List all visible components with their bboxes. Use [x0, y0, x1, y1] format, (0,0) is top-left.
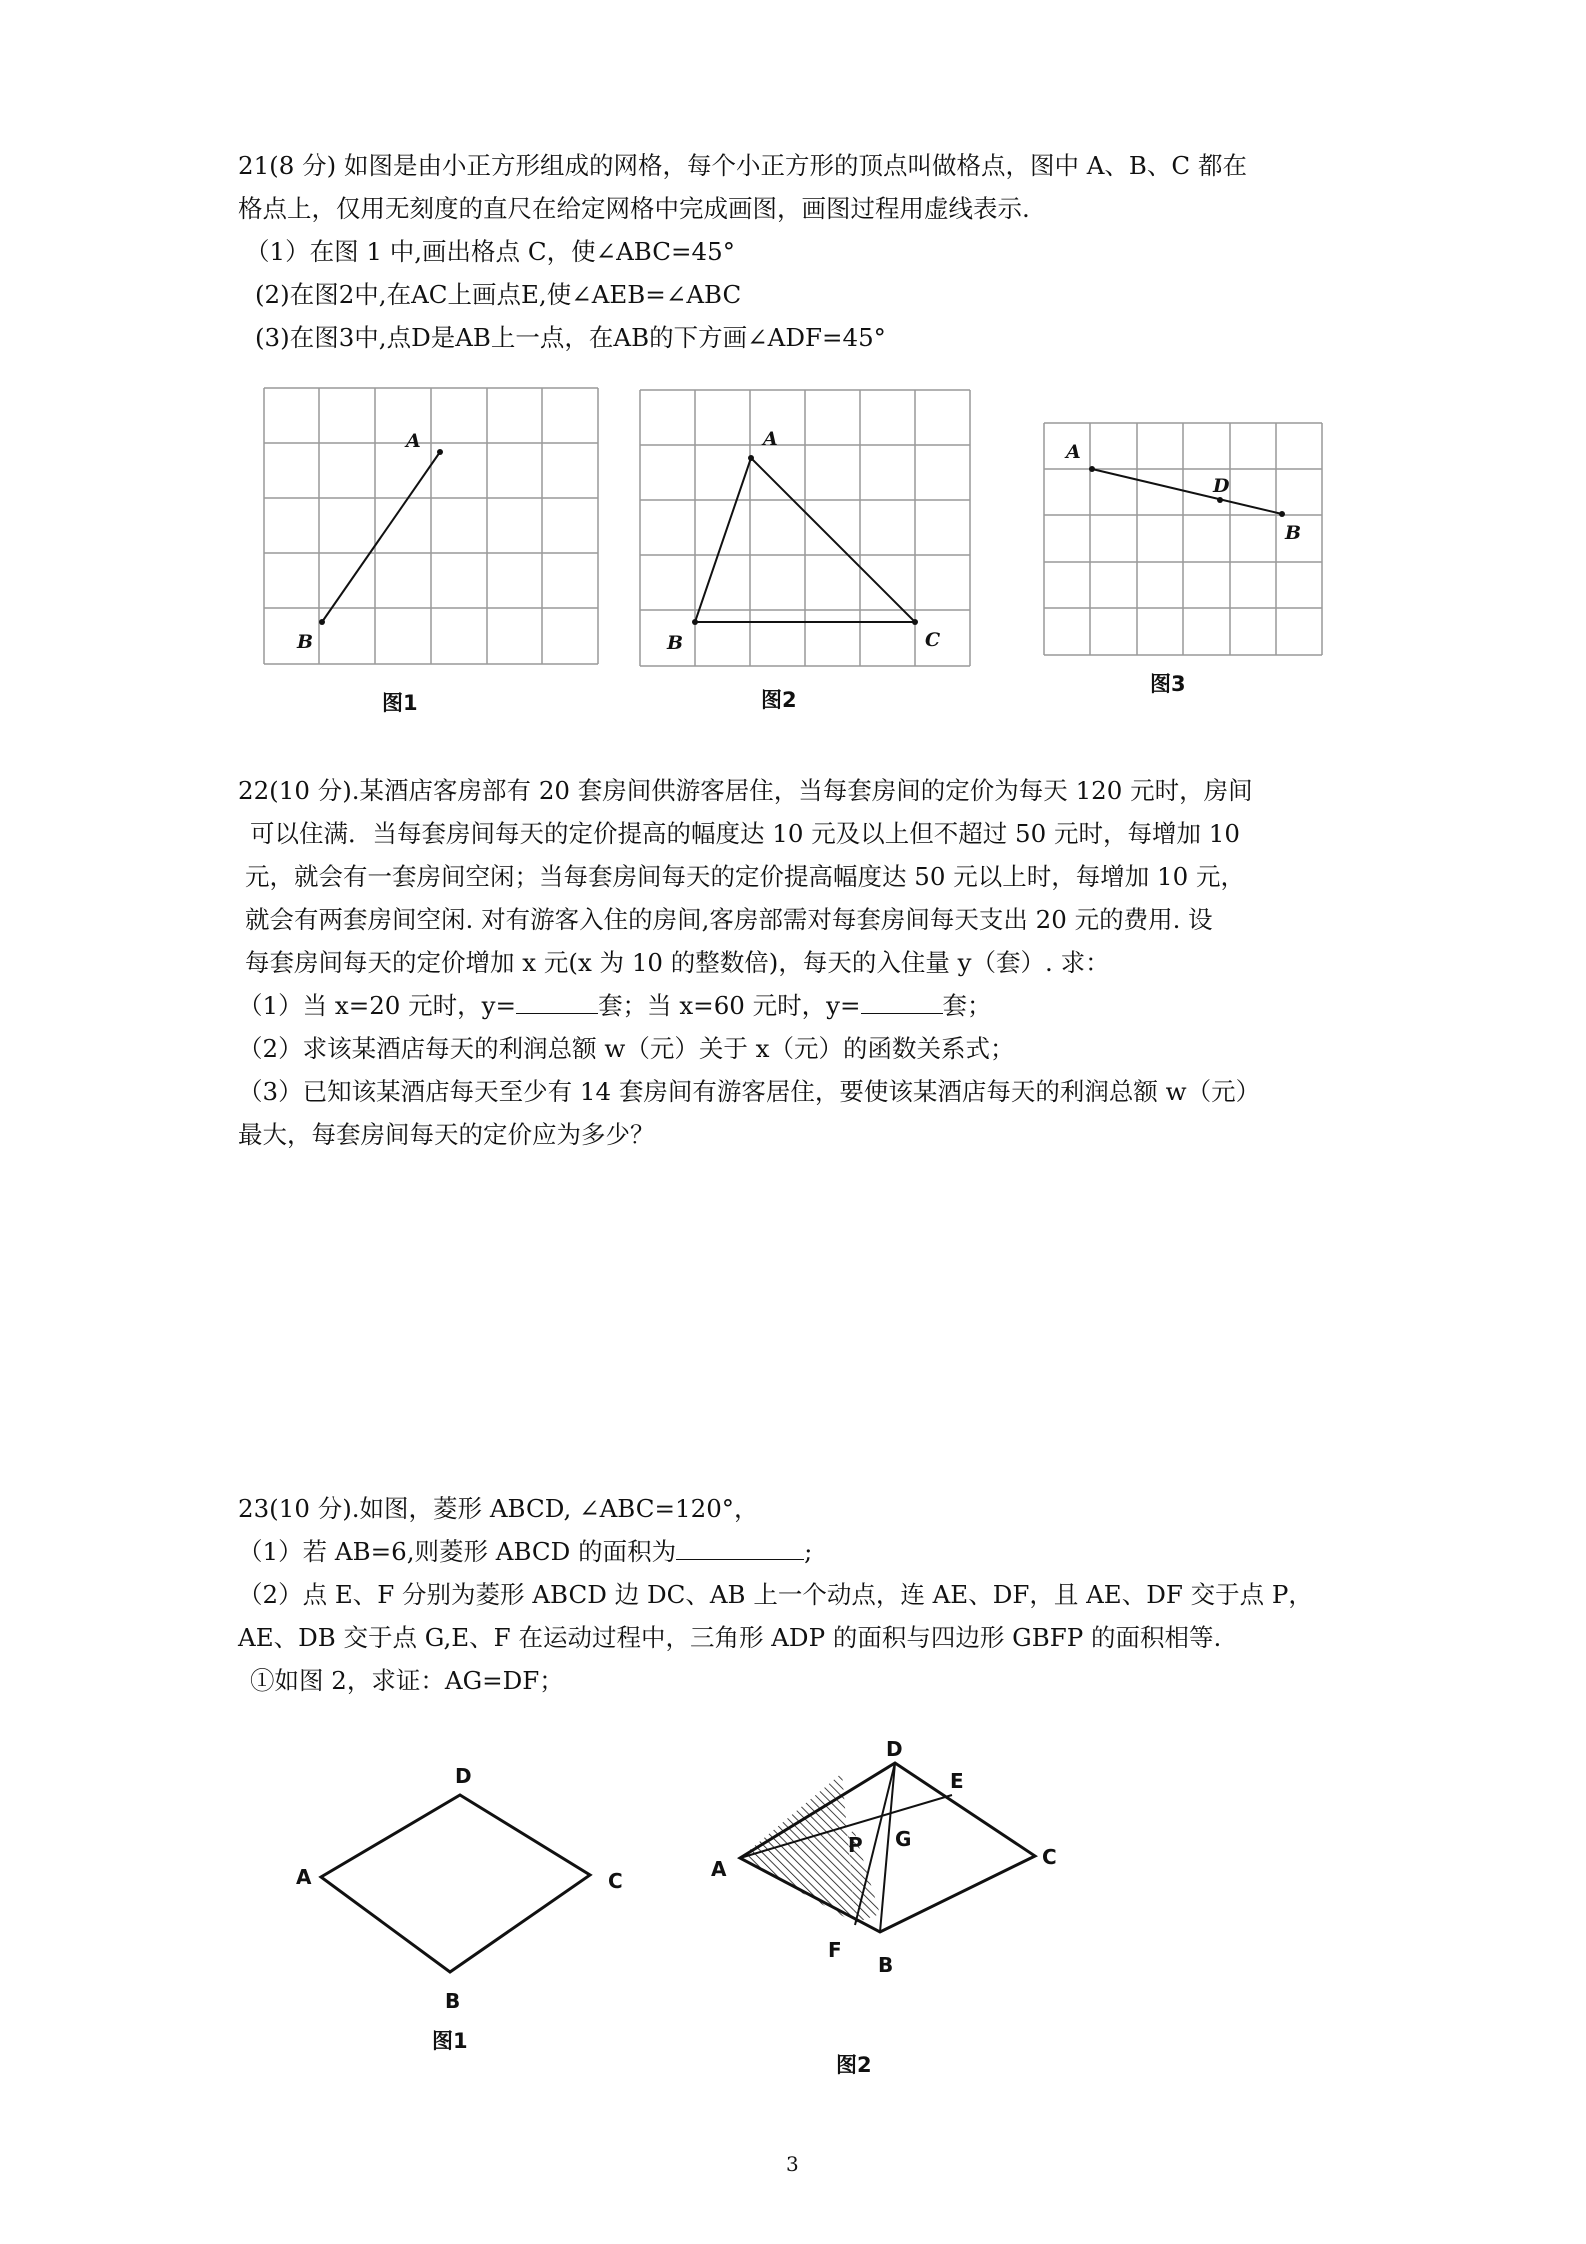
figure-caption: 图3 [1150, 672, 1186, 696]
page-number: 3 [786, 2152, 799, 2176]
q22-part-3: （3）已知该某酒店每天至少有 14 套房间有游客居住，要使该某酒店每天的利润总额 w（元） [238, 1077, 1261, 1106]
grid [640, 390, 970, 666]
label-b: B [667, 632, 684, 654]
q22-part-1-text-b: 套；当 x=60 元时，y= [598, 991, 861, 1020]
label-b: B [878, 1953, 894, 1977]
label-a: A [406, 430, 421, 452]
q23-figure-1 [280, 1750, 650, 2120]
label-a: A [711, 1857, 727, 1881]
grid [264, 388, 598, 664]
rhombus-abcd [321, 1795, 590, 1972]
label-c: C [1042, 1845, 1057, 1869]
q23-part-2-proof: ①如图 2，求证：AG=DF； [250, 1666, 564, 1695]
segment-ab [322, 452, 440, 622]
label-b: B [297, 631, 314, 653]
label-d: D [1213, 475, 1230, 497]
q22-part-2: （2）求该某酒店每天的利润总额 w（元）关于 x（元）的函数关系式； [238, 1034, 1015, 1063]
label-d: D [455, 1764, 472, 1788]
label-d: D [886, 1737, 903, 1761]
q22-part-1-text-a: （1）当 x=20 元时，y= [238, 991, 517, 1020]
q21-figure-3 [1030, 410, 1370, 710]
q22-line-2: 可以住满．当每套房间每天的定价提高的幅度达 10 元及以上但不超过 50 元时，每增加 10 [250, 819, 1240, 848]
segment-ab [1092, 469, 1282, 514]
q22-line-5: 每套房间每天的定价增加 x 元(x 为 10 的整数倍)，每天的入住量 y（套）. 求： [245, 948, 1110, 977]
q21-line-1: 21(8 分) 如图是由小正方形组成的网格，每个小正方形的顶点叫做格点，图中 A、B、C 都在 [238, 151, 1247, 180]
point-a [1089, 466, 1095, 472]
figure-caption: 图1 [432, 2029, 468, 2053]
label-c: C [608, 1869, 623, 1893]
label-e: E [950, 1769, 964, 1793]
q23-part-1 [238, 1536, 812, 1568]
figure-caption: 图2 [761, 688, 797, 712]
point-a [748, 455, 754, 461]
label-a: A [763, 428, 778, 450]
label-f: F [828, 1938, 842, 1962]
figure-caption: 图2 [836, 2053, 872, 2077]
q22-line-1: 22(10 分).某酒店客房部有 20 套房间供游客居住，当每套房间的定价为每天 120 元时，房间 [238, 776, 1253, 805]
label-b: B [445, 1989, 461, 2013]
answer-blank-1[interactable] [516, 991, 598, 1014]
q22-part-1-text-c: 套； [942, 991, 992, 1020]
point-a [437, 449, 443, 455]
q21-figure-1 [255, 380, 615, 720]
label-g: G [895, 1827, 912, 1851]
point-b [692, 619, 698, 625]
answer-blank-area[interactable] [676, 1537, 804, 1560]
point-b [1279, 511, 1285, 517]
q23-part-1-text: （1）若 AB=6,则菱形 ABCD 的面积为 [238, 1537, 677, 1566]
figure-caption: 图1 [382, 691, 418, 715]
answer-blank-2[interactable] [861, 991, 943, 1014]
q21-figure-2 [635, 380, 995, 720]
label-a: A [1066, 441, 1081, 463]
q23-figure-2 [690, 1730, 1090, 2110]
q23-part-2: （2）点 E、F 分别为菱形 ABCD 边 DC、AB 上一个动点，连 AE、DF，且 AE、DF 交于点 P， [238, 1580, 1313, 1609]
q23-part-2-cont: AE、DB 交于点 G,E、F 在运动过程中，三角形 ADP 的面积与四边形 GBFP 的面积相等. [238, 1623, 1222, 1652]
point-c [912, 619, 918, 625]
q22-line-3: 元，就会有一套房间空闲；当每套房间每天的定价提高幅度达 50 元以上时，每增加 10 元， [245, 862, 1245, 891]
point-d [1217, 497, 1223, 503]
label-c: C [925, 629, 941, 651]
q21-part-1: （1）在图 1 中,画出格点 C，使∠ABC=45° [245, 237, 735, 266]
grid [1044, 423, 1322, 655]
label-a: A [296, 1865, 312, 1889]
label-p: P [848, 1833, 863, 1857]
q22-line-4: 就会有两套房间空闲. 对有游客入住的房间,客房部需对每套房间每天支出 20 元的费用. 设 [245, 905, 1213, 934]
q22-part-3-cont: 最大，每套房间每天的定价应为多少？ [238, 1120, 655, 1149]
label-b: B [1285, 522, 1302, 544]
q23-line-1: 23(10 分).如图，菱形 ABCD, ∠ABC=120°， [238, 1494, 759, 1523]
q21-part-2: (2)在图2中,在AC上画点E,使∠AEB=∠ABC [255, 280, 742, 309]
q23-part-1-end: ; [804, 1537, 813, 1566]
q21-line-2: 格点上，仅用无刻度的直尺在给定网格中完成画图，画图过程用虚线表示. [238, 194, 1030, 223]
q21-part-3: (3)在图3中,点D是AB上一点，在AB的下方画∠ADF=45° [255, 323, 886, 352]
point-b [319, 619, 325, 625]
q22-part-1 [238, 990, 992, 1022]
